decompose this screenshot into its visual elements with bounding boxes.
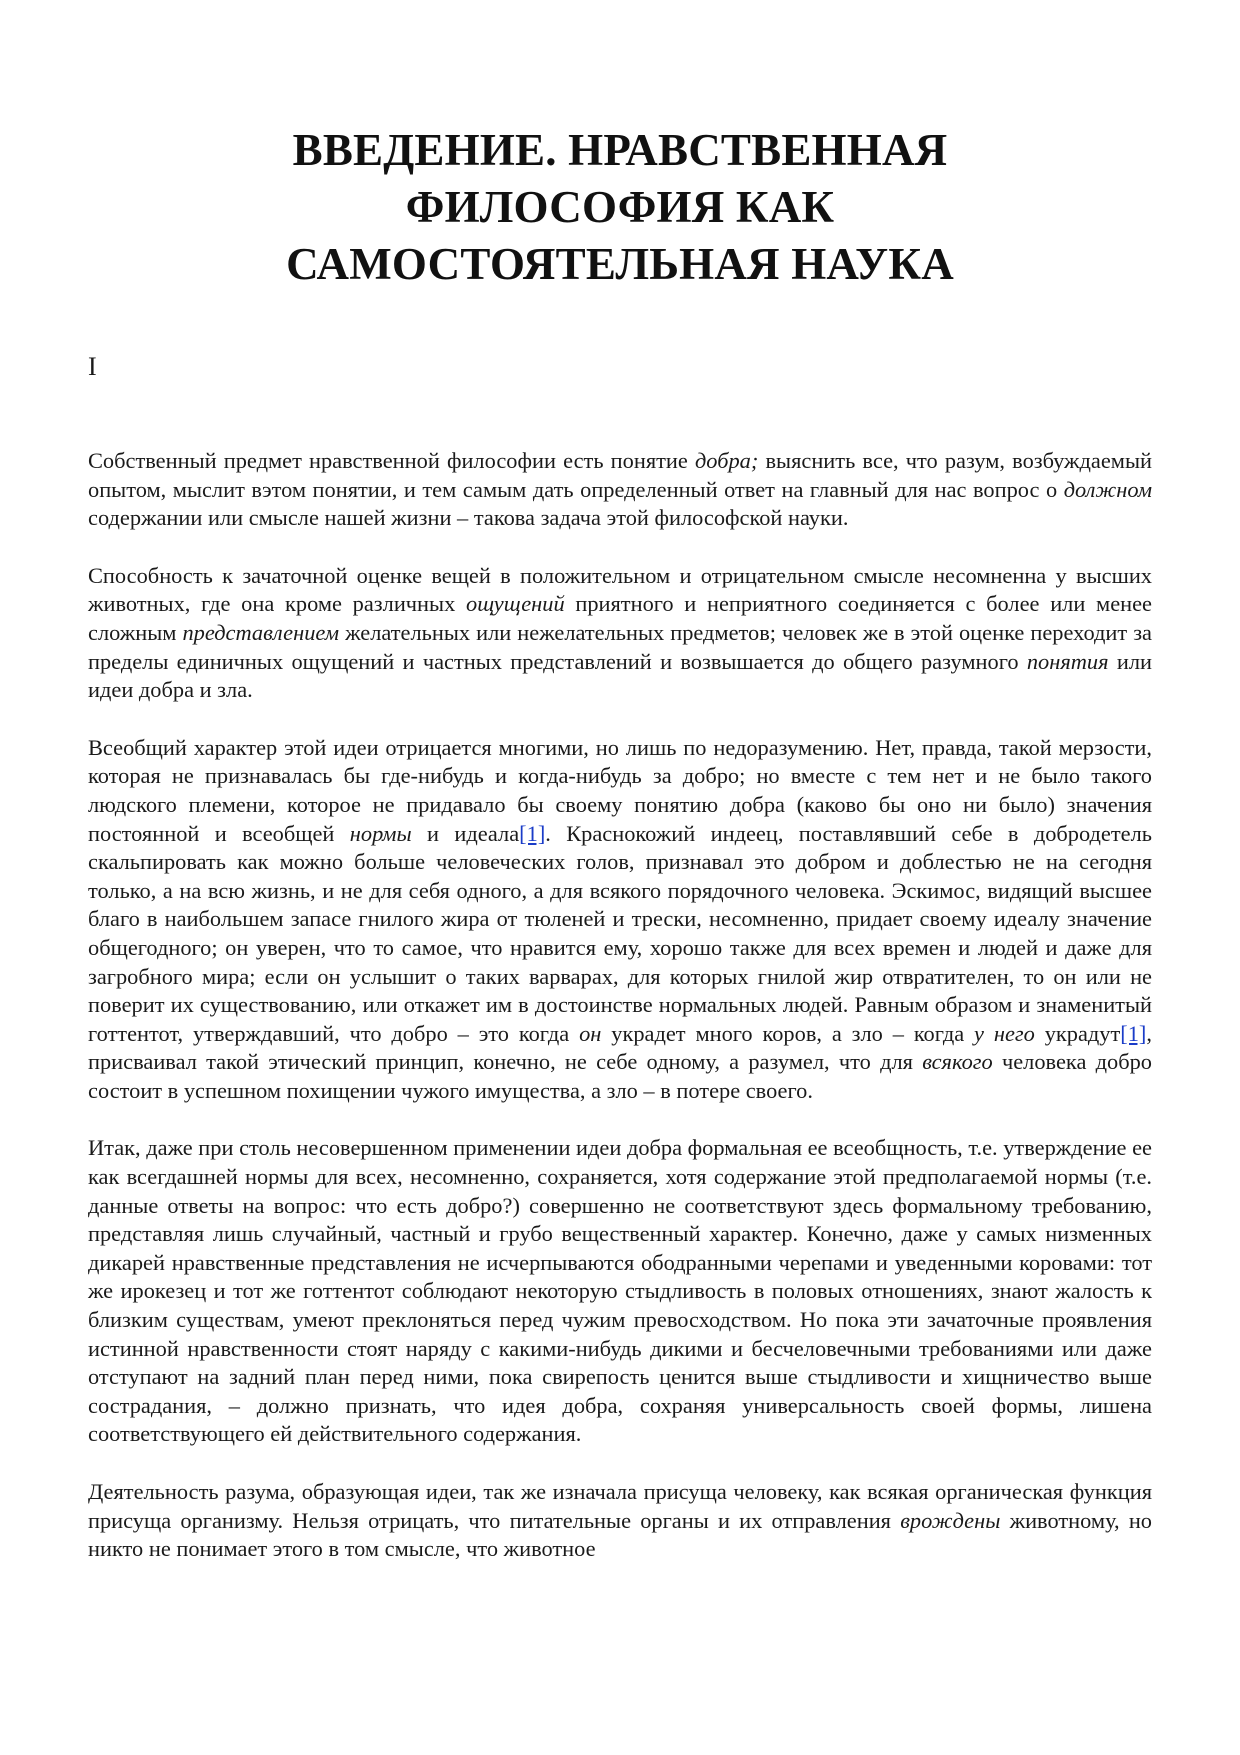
section-number: I bbox=[88, 352, 97, 381]
paragraph-2: Способность к зачаточной оценке вещей в положительном и отрицательном смысле несомненна у высших животных, где она кроме различных ощущений приятного и неприятного соединяется с более или менее сложным представлением желательных или нежелательных предметов; человек же в этой оценке переходит за пределы единичных ощущений и частных представлений и возвышается до общего разумного понятия или идеи добра и зла. bbox=[88, 562, 1152, 703]
paragraph-5: Деятельность разума, образующая идеи, так же изначала присуща человеку, как всякая органическая функция присуща организму. Нельзя отрицать, что питательные органы и их отправления врождены животному, но никто не понимает этого в том смысле, что животное bbox=[88, 1479, 1152, 1562]
document-page bbox=[88, 0, 1152, 1562]
footnote-link-1[interactable]: [1] bbox=[519, 820, 546, 846]
title-line-3: САМОСТОЯТЕЛЬНАЯ НАУКА bbox=[286, 239, 954, 289]
paragraph-1: Собственный предмет нравственной философии есть понятие добра; выяснить все, что разум, возбуждаемый опытом, мыслит вэтом понятии, и тем самым дать определенный ответ на главный для нас вопрос о должном содержании или смысле нашей жизни – такова задача этой философской науки. bbox=[88, 448, 1152, 531]
footnote-link-2[interactable]: [1] bbox=[1120, 1020, 1147, 1046]
title-line-2: ФИЛОСОФИЯ КАК bbox=[405, 182, 835, 232]
paragraph-3: Всеобщий характер этой идеи отрицается многими, но лишь по недоразумению. Нет, правда, такой мерзости, которая не признавалась бы где-нибудь и когда-нибудь за добро; но вместе с тем нет и не было такого людского племени, которое не придавало бы своему понятию добра (каково бы оно ни было) значения постоянной и всеобщей нормы и идеала[1]. Краснокожий индеец, поставлявший себе в добродетель скальпировать как можно больше человеческих голов, признавал это добром и доблестью не на сегодня только, а на всю жизнь, и не для себя одного, а для всякого порядочного человека. Эскимос, видящий высшее благо в наибольшем запасе гнилого жира от тюленей и трески, несомненно, придает своему идеалу значение общегодного; он уверен, что то самое, что нравится ему, хорошо также для всех времен и людей и даже для загробного мира; если он услышит о таких варварах, для которых гнилой жир отвратителен, то он или не поверит их существованию, или откажет им в достоинстве нормальных людей. Равным образом и знаменитый готтентот, утверждавший, что добро – это когда он украдет много коров, а зло – когда у него украдут[1], присваивал такой этический принцип, конечно, не себе одному, а разумел, что для всякого человека добро состоит в успешном похищении чужого имущества, а зло – в потере своего. bbox=[88, 734, 1152, 1103]
document-body bbox=[88, 447, 1152, 1593]
title-line-1: ВВЕДЕНИЕ. НРАВСТВЕННАЯ bbox=[292, 125, 948, 175]
paragraph-4: Итак, даже при столь несовершенном применении идеи добра формальная ее всеобщность, т.е. утверждение ее как всегдашней нормы для всех, несомненно, сохраняется, хотя содержание этой предполагаемой нормы (т.е. данные ответы на вопрос: что есть добро?) совершенно не соответствуют здесь формальному требованию, представляя лишь случайный, частный и грубо вещественный характер. Конечно, даже у самых низменных дикарей нравственные представления не исчерпываются ободранными черепами и уведенными коровами: тот же ирокезец и тот же готтентот соблюдают некоторую стыдливость в половых отношениях, знают жалость к близким существам, умеют преклоняться перед чужим превосходством. Но пока эти зачаточные проявления истинной нравственности стоят наряду с какими-нибудь дикими и бесчеловечными требованиями или даже отступают на задний план перед ними, пока свирепость ценится выше стыдливости и хищничество выше сострадания, – должно признать, что идея добра, сохраняя универсальность своей формы, лишена соответствующего ей действительного содержания. bbox=[88, 1135, 1152, 1447]
page-title bbox=[88, 122, 1152, 293]
